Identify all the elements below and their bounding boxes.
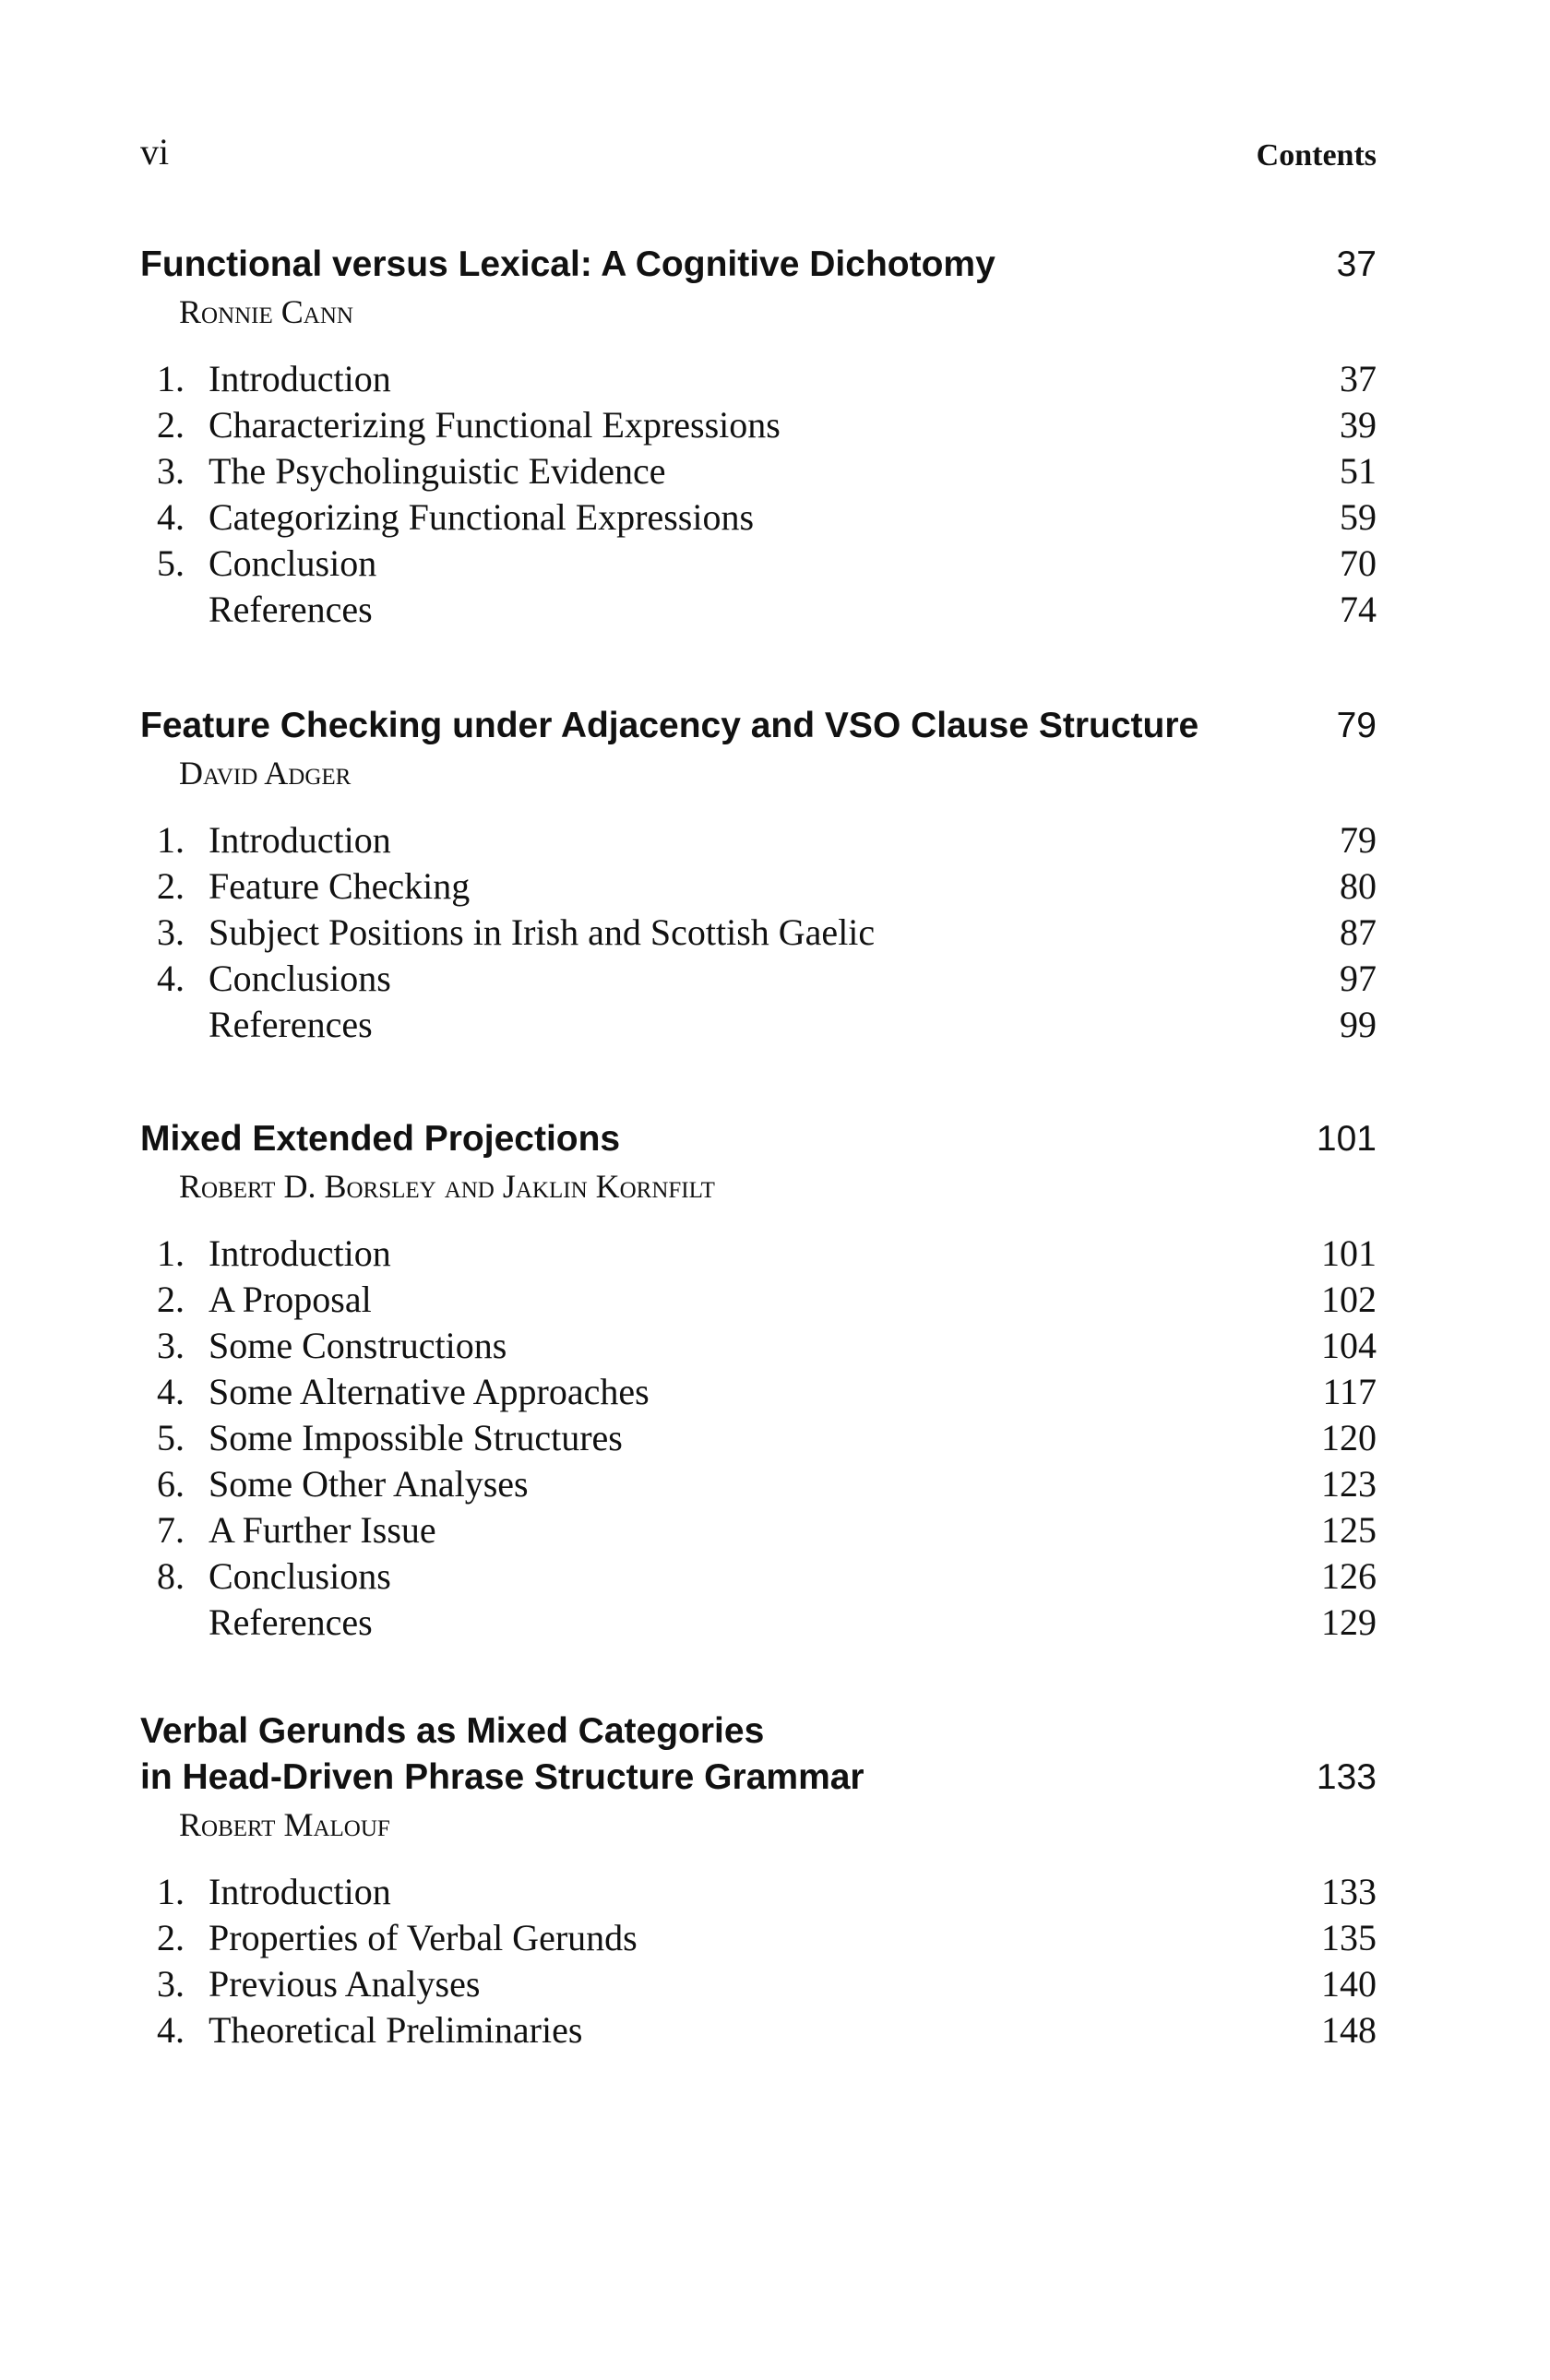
chapter-heading [140,1116,1377,1162]
section-number: 1. [157,819,185,861]
section-number: 2. [157,1279,185,1320]
section-title: Introduction [209,1232,391,1274]
section-entry [140,1415,1377,1461]
chapter-title: Feature Checking under Adjacency and VSO Clause Structure [140,706,1199,745]
chapter-page-number: 79 [1336,706,1377,745]
section-number: 3. [157,450,185,492]
chapter-author: David Adger [179,755,352,791]
section-title: Theoretical Preliminaries [209,2009,583,2051]
chapter-author: Robert D. Borsley and Jaklin Kornfilt [179,1168,715,1205]
section-page-number: 101 [1321,1232,1377,1274]
section-entry [140,1369,1377,1415]
section-title: Feature Checking [209,865,471,907]
section-page-number: 140 [1321,1963,1377,2005]
section-title: References [209,1004,373,1045]
section-entry [140,1915,1377,1961]
section-title: The Psycholinguistic Evidence [209,450,666,492]
section-entry [140,1553,1377,1600]
section-number: 3. [157,911,185,953]
chapter-author: Ronnie Cann [179,293,353,330]
section-entry-references [140,1600,1377,1646]
section-entry [140,1323,1377,1369]
section-entry [140,1507,1377,1553]
section-page-number: 133 [1321,1871,1377,1912]
section-number: 4. [157,1371,185,1412]
chapter-heading [140,703,1377,749]
section-number: 8. [157,1555,185,1597]
section-page-number: 51 [1340,450,1377,492]
section-page-number: 74 [1340,589,1377,630]
section-page-number: 148 [1321,2009,1377,2051]
section-page-number: 97 [1340,958,1377,999]
section-title: Some Alternative Approaches [209,1371,650,1412]
section-page-number: 87 [1340,911,1377,953]
section-entry [140,402,1377,448]
section-entry [140,1461,1377,1507]
section-page-number: 120 [1321,1417,1377,1458]
section-entry [140,448,1377,494]
chapter-title-line-1: Verbal Gerunds as Mixed Categories [140,1711,765,1751]
section-title: A Proposal [209,1279,372,1320]
section-entry [140,2007,1377,2053]
section-title: References [209,1601,373,1643]
section-title: Some Impossible Structures [209,1417,623,1458]
section-entry [140,817,1377,863]
section-title: Properties of Verbal Gerunds [209,1917,638,1958]
section-number: 1. [157,1871,185,1912]
toc-chapter [140,703,1377,1048]
section-number: 7. [157,1509,185,1551]
section-number: 4. [157,2009,185,2051]
section-page-number: 80 [1340,865,1377,907]
section-number: 4. [157,958,185,999]
section-title: Subject Positions in Irish and Scottish Gaelic [209,911,876,953]
section-title: Some Constructions [209,1325,507,1366]
section-title: Introduction [209,358,391,399]
section-number: 2. [157,404,185,446]
section-title: Some Other Analyses [209,1463,529,1505]
section-number: 3. [157,1963,185,2005]
section-number: 1. [157,358,185,399]
section-title: A Further Issue [209,1509,436,1551]
section-number: 4. [157,496,185,538]
section-list [140,817,1377,1048]
section-list [140,356,1377,633]
section-page-number: 117 [1322,1371,1377,1412]
section-list [140,1231,1377,1646]
section-title: Characterizing Functional Expressions [209,404,781,446]
chapter-title-line-2: in Head-Driven Phrase Structure Grammar [140,1757,864,1797]
chapter-title: Mixed Extended Projections [140,1119,621,1159]
section-entry-references [140,1002,1377,1048]
section-number: 3. [157,1325,185,1366]
section-page-number: 70 [1340,542,1377,584]
section-page-number: 39 [1340,404,1377,446]
running-head [140,129,1377,175]
section-entry [140,494,1377,541]
section-entry [140,1277,1377,1323]
section-page-number: 37 [1340,358,1377,399]
section-entry-references [140,587,1377,633]
section-entry [140,863,1377,910]
section-page-number: 59 [1340,496,1377,538]
section-title: Conclusions [209,1555,391,1597]
section-number: 6. [157,1463,185,1505]
section-entry [140,356,1377,402]
section-title: Conclusion [209,542,377,584]
chapter-heading [140,242,1377,288]
section-entry [140,1961,1377,2007]
section-entry [140,910,1377,956]
section-entry [140,541,1377,587]
chapter-page-number: 37 [1336,244,1377,284]
section-page-number: 102 [1321,1279,1377,1320]
section-entry [140,1231,1377,1277]
running-title: Contents [1256,138,1377,173]
toc-chapter [140,242,1377,633]
section-number: 1. [157,1232,185,1274]
section-entry [140,1869,1377,1915]
section-title: Categorizing Functional Expressions [209,496,755,538]
section-page-number: 129 [1321,1601,1377,1643]
section-page-number: 135 [1321,1917,1377,1958]
section-number: 5. [157,1417,185,1458]
chapter-page-number: 133 [1316,1757,1377,1797]
chapter-page-number: 101 [1316,1119,1377,1159]
toc-chapter [140,1116,1377,1646]
section-title: References [209,589,373,630]
section-page-number: 79 [1340,819,1377,861]
chapter-author: Robert Malouf [179,1806,390,1843]
page-number: vi [140,131,170,173]
section-number: 2. [157,1917,185,1958]
chapter-heading [140,1708,1377,1801]
section-entry [140,956,1377,1002]
section-page-number: 123 [1321,1463,1377,1505]
section-page-number: 99 [1340,1004,1377,1045]
section-page-number: 126 [1321,1555,1377,1597]
section-title: Introduction [209,1871,391,1912]
section-list [140,1869,1377,2053]
chapter-title: Functional versus Lexical: A Cognitive Dichotomy [140,244,996,284]
section-page-number: 104 [1321,1325,1377,1366]
section-title: Conclusions [209,958,391,999]
section-number: 5. [157,542,185,584]
section-number: 2. [157,865,185,907]
section-page-number: 125 [1321,1509,1377,1551]
toc-chapter [140,1708,1377,2053]
section-title: Introduction [209,819,391,861]
section-title: Previous Analyses [209,1963,481,2005]
